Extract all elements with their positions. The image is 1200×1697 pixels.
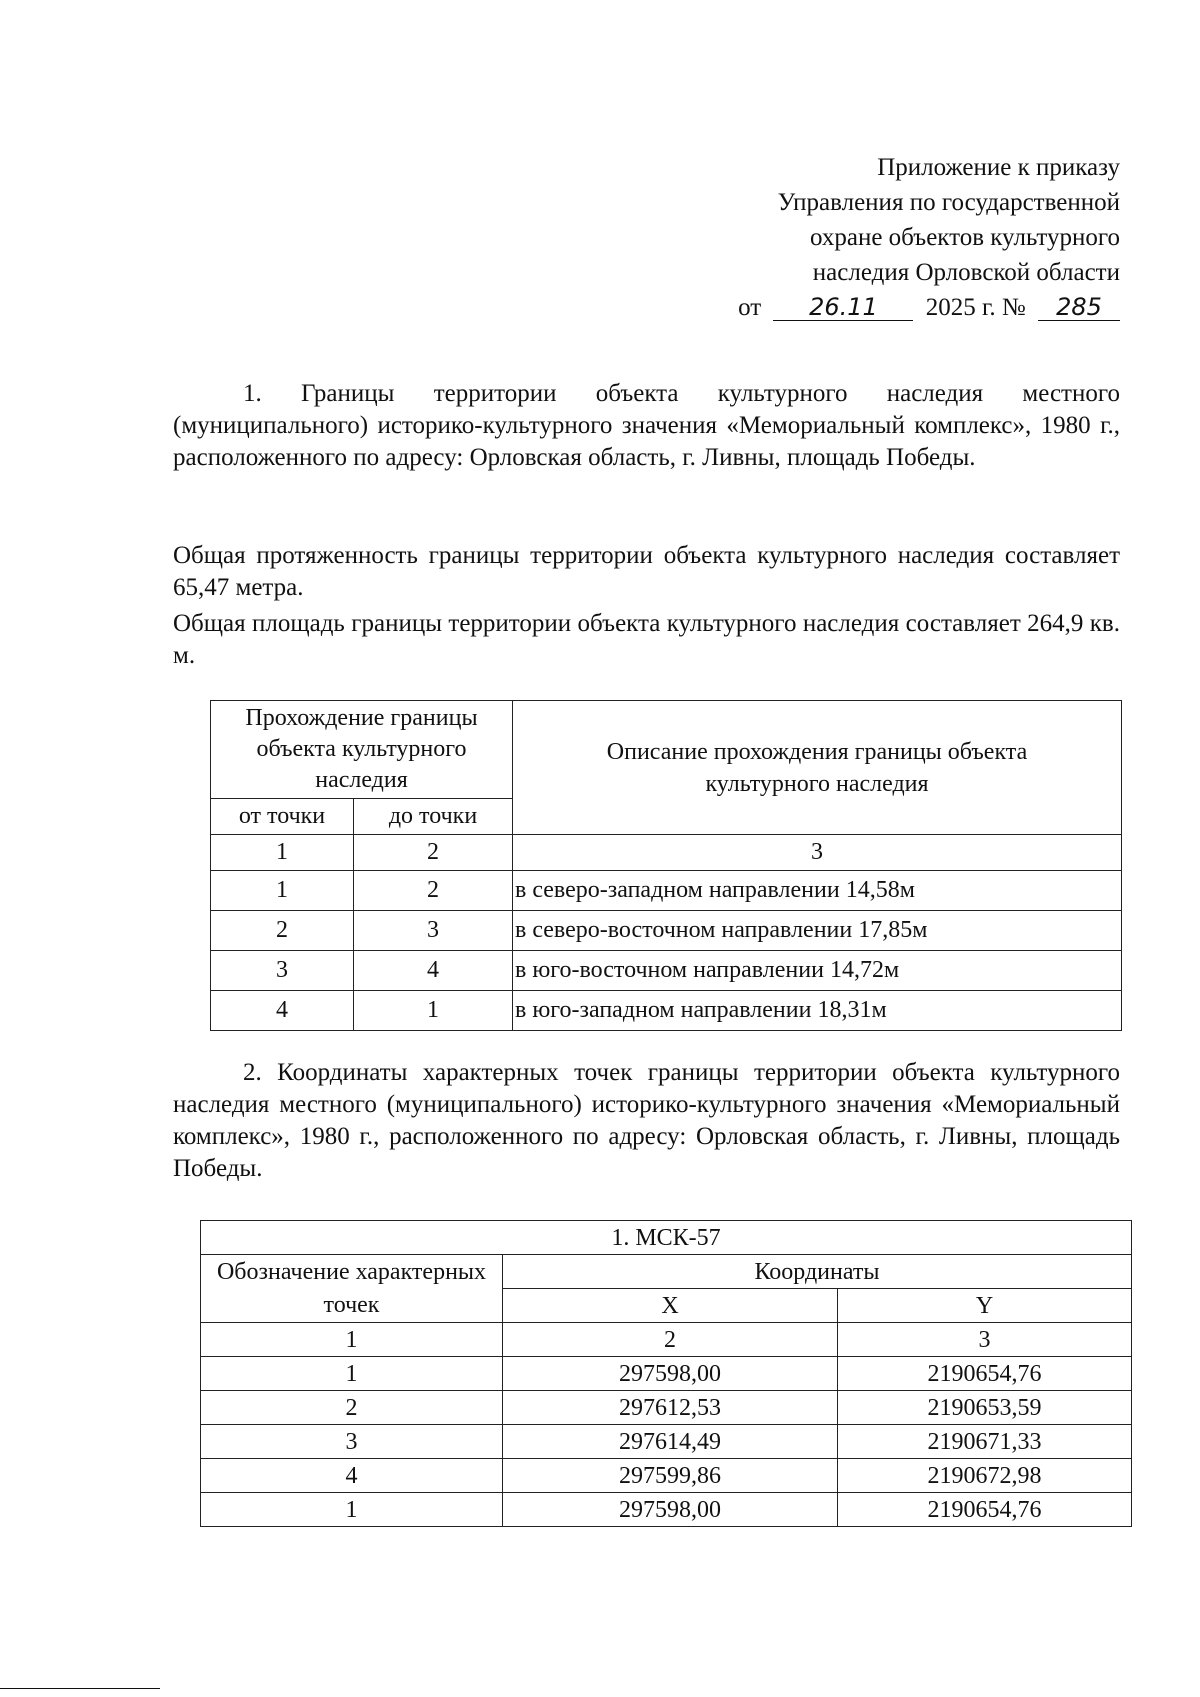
point-cell: 3 (201, 1425, 503, 1459)
direction-cell: в северо-восточном направлении 17,85м (513, 911, 1122, 951)
header-line: наследия Орловской области (812, 259, 1120, 286)
index-cell: 3 (513, 835, 1122, 871)
x-coordinate-cell: 297599,86 (503, 1459, 838, 1493)
boundary-group-header: Прохождение границы объекта культурного наследия (211, 701, 513, 799)
to-point-cell: 1 (354, 991, 513, 1031)
index-cell: 2 (503, 1323, 838, 1357)
x-header: X (503, 1289, 838, 1323)
table-row (211, 911, 1122, 951)
bottom-rule (0, 1688, 160, 1689)
index-cell: 1 (201, 1323, 503, 1357)
table-row (201, 1425, 1132, 1459)
y-header: Y (838, 1289, 1132, 1323)
y-coordinate-cell: 2190672,98 (838, 1459, 1132, 1493)
table-row (201, 1493, 1132, 1527)
table-index-row (201, 1323, 1132, 1357)
table-row (211, 951, 1122, 991)
section-1-paragraph: 1. Границы территории объекта культурного наследия местного (муниципального) историко-культурного значения «Мемориальный комплекс», 1980 г., расположенного по адресу: Орловская область, г. Ливны, площадь Победы. (173, 380, 1120, 471)
order-date-line (680, 290, 1120, 325)
y-coordinate-cell: 2190653,59 (838, 1391, 1132, 1425)
year-number-label: 2025 г. № (925, 294, 1026, 321)
direction-cell: в юго-западном направлении 18,31м (513, 991, 1122, 1031)
table-row (201, 1459, 1132, 1493)
from-point-cell: 2 (211, 911, 354, 951)
to-point-cell: 4 (354, 951, 513, 991)
from-point-cell: 3 (211, 951, 354, 991)
section-2-paragraph: 2. Координаты характерных точек границы территории объекта культурного наследия местного (муниципального) историко-культурного значения «Мемориальный комплекс», 1980 г., расположенного по адресу: Орловская область, г. Ливны, площадь Победы. (173, 1059, 1120, 1182)
y-coordinate-cell: 2190654,76 (838, 1493, 1132, 1527)
x-coordinate-cell: 297598,00 (503, 1357, 838, 1391)
index-cell: 3 (838, 1323, 1132, 1357)
from-point-header: от точки (211, 799, 354, 835)
index-cell: 2 (354, 835, 513, 871)
handwritten-order-number: 285 (1038, 294, 1120, 321)
x-coordinate-cell: 297598,00 (503, 1493, 838, 1527)
table-row (211, 871, 1122, 911)
x-coordinate-cell: 297614,49 (503, 1425, 838, 1459)
coordinates-header: Координаты (503, 1255, 1132, 1289)
direction-cell: в юго-восточном направлении 14,72м (513, 951, 1122, 991)
boundary-description-table (210, 700, 1122, 1031)
point-designation-header: Обозначение характерных точек (201, 1255, 503, 1323)
y-coordinate-cell: 2190671,33 (838, 1425, 1132, 1459)
y-coordinate-cell: 2190654,76 (838, 1357, 1132, 1391)
header-line: Приложение к приказу (877, 154, 1120, 181)
header-line: охране объектов культурного (809, 224, 1120, 251)
to-point-cell: 2 (354, 871, 513, 911)
to-point-header: до точки (354, 799, 513, 835)
point-cell: 1 (201, 1493, 503, 1527)
from-point-cell: 1 (211, 871, 354, 911)
table-row (201, 1391, 1132, 1425)
table-row (211, 991, 1122, 1031)
header-line: Управления по государственной (777, 189, 1120, 216)
x-coordinate-cell: 297612,53 (503, 1391, 838, 1425)
index-cell: 1 (211, 835, 354, 871)
point-cell: 2 (201, 1391, 503, 1425)
from-label: от (738, 294, 762, 321)
boundary-length-paragraph: Общая протяженность границы территории объекта культурного наследия составляет 65,47 метра. (173, 542, 1120, 601)
coordinates-table (200, 1220, 1132, 1527)
point-cell: 4 (201, 1459, 503, 1493)
coordinate-system-title: 1. МСК-57 (201, 1221, 1132, 1255)
approval-header (680, 150, 1120, 325)
to-point-cell: 3 (354, 911, 513, 951)
from-point-cell: 4 (211, 991, 354, 1031)
direction-cell: в северо-западном направлении 14,58м (513, 871, 1122, 911)
point-cell: 1 (201, 1357, 503, 1391)
table-index-row (211, 835, 1122, 871)
handwritten-date: 26.11 (773, 294, 913, 321)
boundary-description-header: Описание прохождения границы объекта культурного наследия (513, 701, 1122, 835)
boundary-area-paragraph: Общая площадь границы территории объекта культурного наследия составляет 264,9 кв. м. (173, 610, 1120, 669)
table-row (201, 1357, 1132, 1391)
